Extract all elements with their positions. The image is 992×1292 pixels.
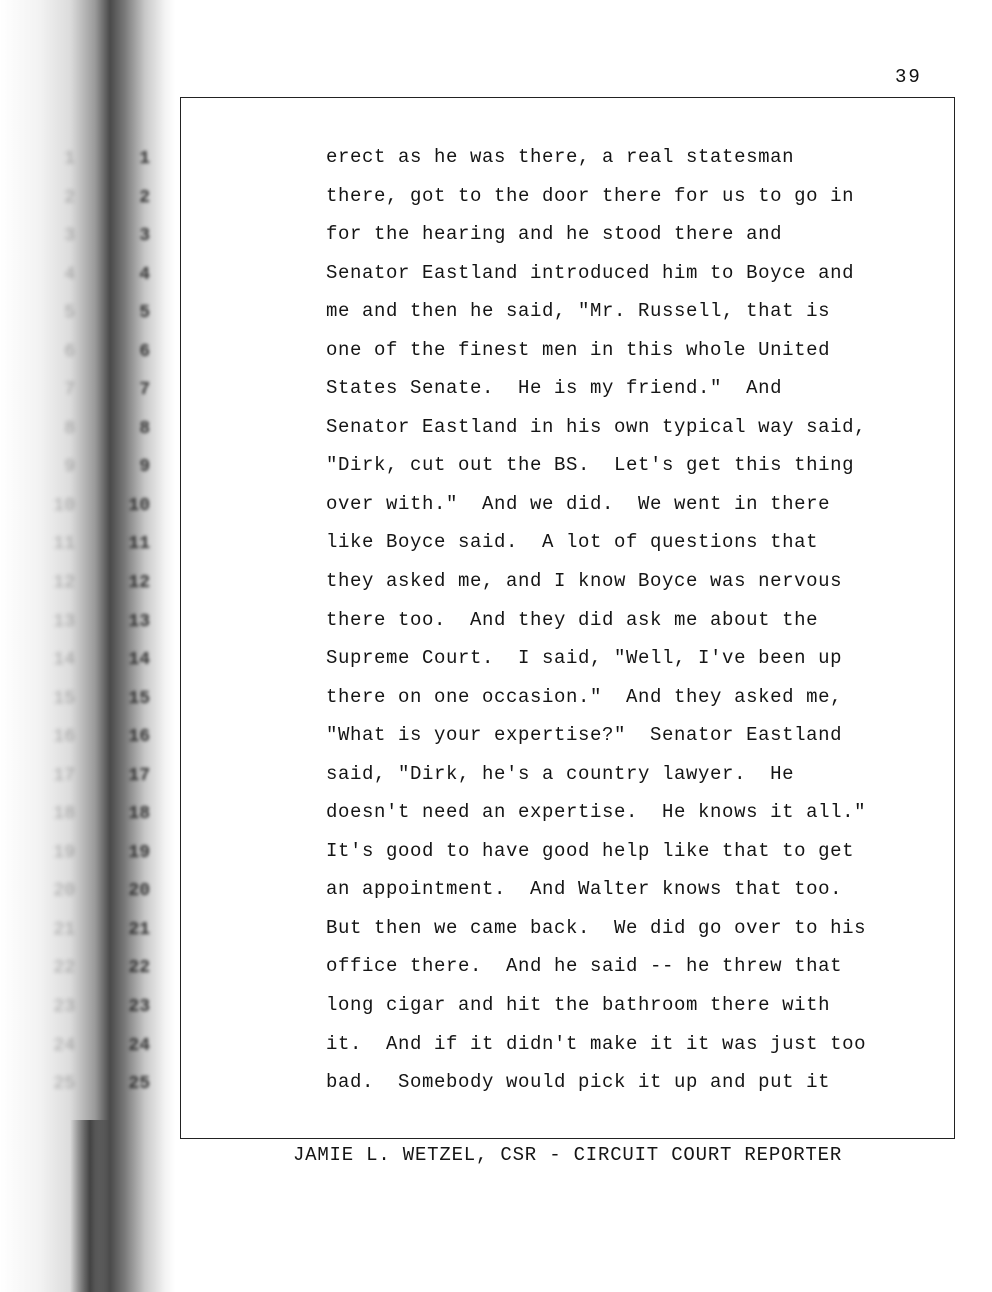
- line-number: 25: [128, 1074, 150, 1095]
- facing-line-number: 4: [64, 264, 75, 285]
- page-number: 39: [895, 66, 922, 88]
- gutter-bottom-shadow: [70, 1120, 110, 1292]
- transcript-line: an appointment. And Walter knows that too.: [326, 878, 843, 901]
- line-number: 7: [139, 380, 150, 401]
- facing-line-number: 10: [53, 495, 75, 516]
- transcript-line: erect as he was there, a real statesman: [326, 146, 795, 168]
- facing-line-number: 9: [64, 457, 75, 478]
- line-number: 16: [128, 727, 150, 748]
- facing-page-line-numbers: [45, 140, 75, 1104]
- line-number: 4: [139, 264, 150, 285]
- facing-line-number: 20: [53, 881, 75, 902]
- facing-line-number: 15: [53, 688, 75, 709]
- transcript-line: for the hearing and he stood there and: [326, 223, 783, 246]
- line-number: 20: [128, 881, 150, 902]
- facing-line-number: 21: [53, 919, 75, 940]
- facing-line-number: 13: [53, 611, 75, 632]
- transcript-line: long cigar and hit the bathroom there with: [326, 994, 831, 1017]
- transcript-line: said, "Dirk, he's a country lawyer. He: [326, 762, 795, 785]
- facing-line-number: 8: [64, 418, 75, 439]
- line-number: 11: [128, 534, 150, 555]
- transcript-line: one of the finest men in this whole United: [326, 338, 831, 361]
- transcript-line: Senator Eastland in his own typical way said,: [326, 415, 867, 438]
- line-number: 5: [139, 303, 150, 324]
- transcript-line: they asked me, and I know Boyce was nervous: [326, 570, 843, 593]
- facing-line-number: 14: [53, 650, 75, 671]
- line-number: 23: [128, 997, 150, 1018]
- line-number: 14: [128, 650, 150, 671]
- transcript-line: me and then he said, "Mr. Russell, that is: [326, 300, 831, 323]
- facing-line-number: 7: [64, 380, 75, 401]
- facing-line-number: 22: [53, 958, 75, 979]
- facing-line-number: 23: [53, 997, 75, 1018]
- line-number: 3: [139, 226, 150, 247]
- line-number: 22: [128, 958, 150, 979]
- facing-line-number: 6: [64, 341, 75, 362]
- line-number: 6: [139, 341, 150, 362]
- line-number: 15: [128, 688, 150, 709]
- transcript-line: bad. Somebody would pick it up and put it: [326, 1071, 831, 1094]
- line-number: 24: [128, 1035, 150, 1056]
- line-number: 21: [128, 919, 150, 940]
- transcript-line: "Dirk, cut out the BS. Let's get this thing: [326, 454, 855, 477]
- facing-line-number: 3: [64, 226, 75, 247]
- facing-line-number: 11: [53, 534, 75, 555]
- facing-line-number: 24: [53, 1035, 75, 1056]
- transcript-line: there on one occasion." And they asked me,: [326, 685, 843, 708]
- transcript-line: States Senate. He is my friend." And: [326, 377, 783, 400]
- facing-line-number: 5: [64, 303, 75, 324]
- line-number: 10: [128, 495, 150, 516]
- facing-line-number: 12: [53, 573, 75, 594]
- transcript-text: [326, 138, 946, 1102]
- facing-line-number: 2: [64, 187, 75, 208]
- facing-line-number: 18: [53, 804, 75, 825]
- transcript-line: Supreme Court. I said, "Well, I've been up: [326, 647, 843, 670]
- line-number: 8: [139, 418, 150, 439]
- line-number: 19: [128, 842, 150, 863]
- transcript-line: there too. And they did ask me about the: [326, 608, 819, 631]
- line-number: 1: [139, 149, 150, 169]
- court-reporter-footer: JAMIE L. WETZEL, CSR - CIRCUIT COURT REPORTER: [292, 1144, 843, 1166]
- facing-line-number: 19: [53, 842, 75, 863]
- transcript-line: "What is your expertise?" Senator Eastland: [326, 724, 843, 747]
- facing-line-number: 1: [64, 149, 75, 169]
- line-number: 18: [128, 804, 150, 825]
- transcript-line: doesn't need an expertise. He knows it all.": [326, 801, 867, 824]
- transcript-line: there, got to the door there for us to go in: [326, 184, 855, 207]
- line-number: 12: [128, 573, 150, 594]
- transcript-line: But then we came back. We did go over to his: [326, 916, 867, 939]
- line-number: 2: [139, 187, 150, 208]
- transcript-line: it. And if it didn't make it it was just too: [326, 1032, 867, 1055]
- line-number: 9: [139, 457, 150, 478]
- facing-line-number: 17: [53, 765, 75, 786]
- transcript-line: over with." And we did. We went in there: [326, 492, 831, 515]
- line-number: 13: [128, 611, 150, 632]
- line-number-column: [110, 140, 150, 1104]
- transcript-line: office there. And he said -- he threw that: [326, 955, 843, 978]
- facing-line-number: 16: [53, 727, 75, 748]
- transcript-line: like Boyce said. A lot of questions that: [326, 531, 819, 554]
- transcript-line: Senator Eastland introduced him to Boyce and: [326, 261, 855, 284]
- transcript-line: It's good to have good help like that to get: [326, 839, 855, 862]
- facing-line-number: 25: [53, 1074, 75, 1095]
- line-number: 17: [128, 765, 150, 786]
